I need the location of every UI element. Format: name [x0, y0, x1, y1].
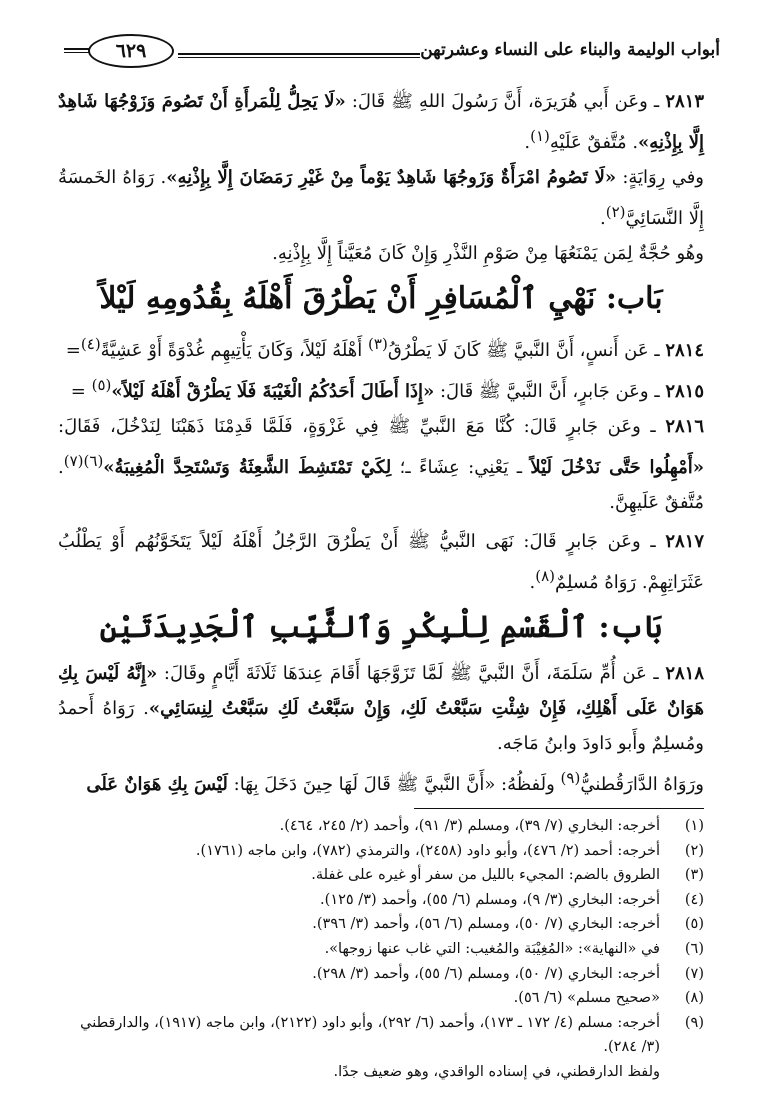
hadith-source: . مُتَّفقٌ عَلَيهِنَّ. [58, 457, 704, 513]
hadith-number: ٢٨١٨ [665, 663, 704, 684]
footnote [60, 912, 704, 937]
hadith-source: . رَوَاهُ أَحمدُ ومُسلِمٌ وأَبو دَاودَ وابنُ مَاجَه. [58, 698, 704, 754]
footnote-number: (٦) [684, 940, 704, 957]
chapter-title: أبواب الوليمة والبناء على النساء وعشرتهن [420, 40, 720, 60]
hadith-2813-variant: وفي رِوَايَةٍ: «لَا تَصُومُ امْرَأَةٌ وَزَوجُهَا شَاهِدٌ يَوْماً مِنْ غَيْرِ رَمَضَانَ إِلَّا بِإِذْنِهِ». رَوَاهُ الخَمسَةُ إِلَّا النَّسَائِيَّ$^{(٢)}$. [58, 167, 704, 229]
continuation-mark: = [65, 340, 81, 361]
hadith-2813-comment: وهُو حُجَّةٌ لِمَن يَمْنَعُهَا مِنْ صَوْمِ النَّذْرِ وَإِنْ كَانَ مُعَيَّناً إِلَّا بِإِذْنِهِ. [272, 243, 704, 264]
variant-intro: وفي رِوَايَةٍ: [616, 167, 704, 188]
hadith-number: ٢٨١٦ [665, 416, 704, 437]
hadith-intro: ـ وعَن جَابرٍ قَالَ: كُنَّا مَعَ النَّبيِّ ﷺ فِي غَزْوَةٍ، فَلَمَّا قَدِمْنَا ذَهَبْنَا لِنَدْخُلَ، فَقَالَ: [58, 416, 666, 437]
hadith-intro: ـ وعَن أَبي هُرَيرَة، أَنَّ رَسُولَ اللهِ ﷺ قَالَ: [345, 91, 666, 112]
hadith-2818-daraqutni [58, 761, 704, 802]
narration-text: لَيْسَ بِكِ هَوَانٌ عَلَى [86, 774, 228, 795]
hadith-text-part2: أَهْلَهُ لَيْلاً، وَكَانَ يَأْتِيهِم غُدْوَةً أَوْ عَشِيَّةً [100, 340, 369, 361]
footnote-ref: (٢) [605, 203, 626, 221]
footnote [60, 863, 704, 888]
footnote-text: أخرجه: مسلم (٤/ ١٧٢ ـ ١٧٣)، وأحمد (٦/ ٢٩٢)، وأبو داود (٢١٢٢)، وابن ماجه (١٩١٧)، والدارقطني (٣/ ٢٨٤). [80, 1014, 660, 1056]
continuation-mark: = [70, 381, 86, 402]
footnote-ref: (٤) [80, 335, 101, 353]
hadith-number: ٢٨١٤ [665, 340, 704, 361]
hadith-text-part1: ـ عَن أَنسٍ، أَنَّ النَّبيَّ ﷺ كَانَ لَا يَطْرُقُ [387, 340, 666, 361]
footnote-number: (٣) [684, 867, 704, 884]
footnote-ref: (٥) [91, 376, 112, 394]
footnote-text: «صحيح مسلم» (٦/ ٥٦). [513, 990, 660, 1007]
page-number: ٦٢٩ [88, 34, 174, 68]
footnote-number: (١) [684, 818, 704, 834]
hadith-intro: ـ وعَن جَابرٍ، أَنَّ النَّبيَّ ﷺ قَالَ: [434, 381, 666, 402]
footnote-continuation: ولفظ الدارقطني، في إسناده الواقدي، وهو ضعيف جدًا. [333, 1063, 660, 1080]
main-text [58, 84, 704, 802]
narration-intro: ورَوَاهُ الدَّارَقُطنيُّ [580, 774, 704, 795]
hadith-text: ـ وعَن جَابرٍ قَالَ: نَهَى النَّبيُّ ﷺ أَنْ يَطْرُقَ الرَّجُلُ أَهْلَهُ لَيْلاً يَتَخَوَّنُهُم أَوْ يَطْلُبُ عَثَرَاتِهِمْ. رَوَاهُ مُسلِمٌ [58, 531, 704, 593]
footnotes [60, 814, 704, 1085]
hadith-intro: ـ عَن أُمِّ سَلَمَةَ، أَنَّ النَّبيَّ ﷺ لَمَّا تَزَوَّجَهَا أَقَامَ عِندَهَا ثَلَاثَةَ أَيَّامٍ وقَالَ: [157, 663, 666, 684]
footnote-text: الطروق بالضم: المجيء بالليل من سفر أو غيره على غفلة. [311, 867, 660, 884]
section-heading-travel: بَاب: نَهْيِ ٱلْمُسَافِرِ أَنْ يَطْرُقَ أَهْلَهُ بِقُدُومِهِ لَيْلاً [99, 281, 663, 316]
hadith-text-part2: لِكَيْ تَمْتَشِطَ الشَّعِثَةُ وَتَسْتَحِدَّ الْمُغِيبَةُ» [103, 457, 392, 478]
hadith-number: ٢٨١٥ [665, 381, 704, 402]
hadith-2817 [58, 524, 704, 600]
footnote-text: أخرجه: البخاري (٧/ ٣٩)، ومسلم (٣/ ٩١)، وأحمد (٢/ ٢٤٥، ٤٦٤). [279, 818, 660, 834]
footnote [60, 937, 704, 962]
footnote-text: أخرجه: البخاري (٣/ ٩)، ومسلم (٦/ ٥٥)، وأحمد (٣/ ١٢٥). [320, 891, 660, 908]
footnote-number: (٥) [684, 916, 704, 933]
narration-wording: ولَفظُهُ: «أَنَّ النَّبيَّ ﷺ قَالَ لَهَا حِينَ دَخَلَ بِهَا: [227, 774, 561, 795]
footnote [60, 986, 704, 1011]
period: . [529, 572, 536, 593]
hadith-aside: ـ يَعْنِي: عِشَاءً ـ؛ [391, 457, 531, 478]
footnote-text: أخرجه: البخاري (٧/ ٥٠)، ومسلم (٦/ ٥٥)، وأحمد (٣/ ٢٩٨). [312, 965, 660, 982]
footnote-text: أخرجه: البخاري (٧/ ٥٠)، ومسلم (٦/ ٥٦)، وأحمد (٣/ ٣٩٦). [312, 916, 660, 933]
hadith-source: . مُتَّفقٌ عَلَيْهِ [549, 132, 639, 153]
hadith-2814 [58, 327, 704, 368]
footnote [60, 962, 704, 987]
footnote-number: (٧) [684, 965, 704, 982]
hadith-text: «لَا يَحِلُّ لِلْمَرأَةِ أَنْ تَصُومَ وَزَوْجُهَا شَاهِدٌ إِلَّا بِإِذْنِهِ» [58, 91, 704, 153]
hadith-number: ٢٨١٧ [665, 531, 704, 552]
footnote-text: في «النهاية»: «المُغِيْبَة والمُغيب: التي غاب عنها زوجها». [324, 940, 660, 957]
hadith-2818 [58, 656, 704, 761]
section-heading-division: بَاب: ٱلْقَسْمِ لِلْبِكْرِ وَٱلثَّيِّبِ ٱلْجَدِيدَتَيْنِ [99, 610, 663, 645]
footnote-ref: (٣) [368, 335, 388, 353]
footnote [60, 1011, 704, 1060]
running-header [58, 38, 720, 68]
hadith-text: «إِذَا أَطَالَ أَحَدُكُمُ الْغَيْبَةَ فَلَا يَطْرُقْ أَهْلَهُ لَيْلاً» [111, 381, 435, 402]
footnote-ref: (٩) [560, 769, 581, 787]
header-divider [178, 53, 420, 58]
hadith-2815 [58, 368, 704, 409]
hadith-text-part1: «أَمْهِلُوا حَتَّى نَدْخُلَ لَيْلاً [530, 457, 704, 478]
hadith-2816 [58, 409, 704, 520]
footnote-text: أخرجه: أحمد (٢/ ٤٧٦)، وأبو داود (٢٤٥٨)، والترمذي (٧٨٢)، وابن ماجه (١٧٦١). [195, 842, 660, 859]
hadith-2813: ٢٨١٣ ـ وعَن أَبي هُرَيرَة، أَنَّ رَسُولَ اللهِ ﷺ قَالَ: «لَا يَحِلُّ لِلْمَرأَةِ أَنْ تَصُومَ وَزَوْجُهَا شَاهِدٌ إِلَّا بِإِذْنِهِ». مُتَّفقٌ عَلَيْهِ$^{(١)}$. [58, 91, 704, 153]
footnote-number: (٢) [684, 842, 704, 859]
variant-source: . رَوَاهُ الخَمسَةُ إِلَّا النَّسَائِيَّ [58, 167, 704, 229]
hadith-text: «إِنَّهُ لَيْسَ بِكِ هَوَانٌ عَلَى أَهْلِكِ، فَإِنْ شِئْتِ سَبَّعْتُ لَكِ، وَإِنْ سَبَّعْتُ لَكِ سَبَّعْتُ لِنِسَائِي» [58, 663, 704, 719]
footnote [60, 888, 704, 913]
footnote-ref: (٨) [535, 567, 555, 585]
footnote-number: (٤) [684, 891, 704, 908]
variant-text: «لَا تَصُومُ امْرَأَةٌ وَزَوجُهَا شَاهِدٌ يَوْماً مِنْ غَيْرِ رَمَضَانَ إِلَّا بِإِذْنِهِ» [166, 167, 617, 188]
footnote [60, 814, 704, 839]
footnote-ref: (٦)(٧) [63, 452, 104, 470]
hadith-number: ٢٨١٣ [665, 91, 704, 112]
footnote-number: (٨) [684, 990, 704, 1007]
footnote-ref: (١) [530, 127, 550, 145]
footnote [60, 839, 704, 864]
footnote-number: (٩) [684, 1014, 704, 1031]
footnote-divider [414, 808, 704, 809]
